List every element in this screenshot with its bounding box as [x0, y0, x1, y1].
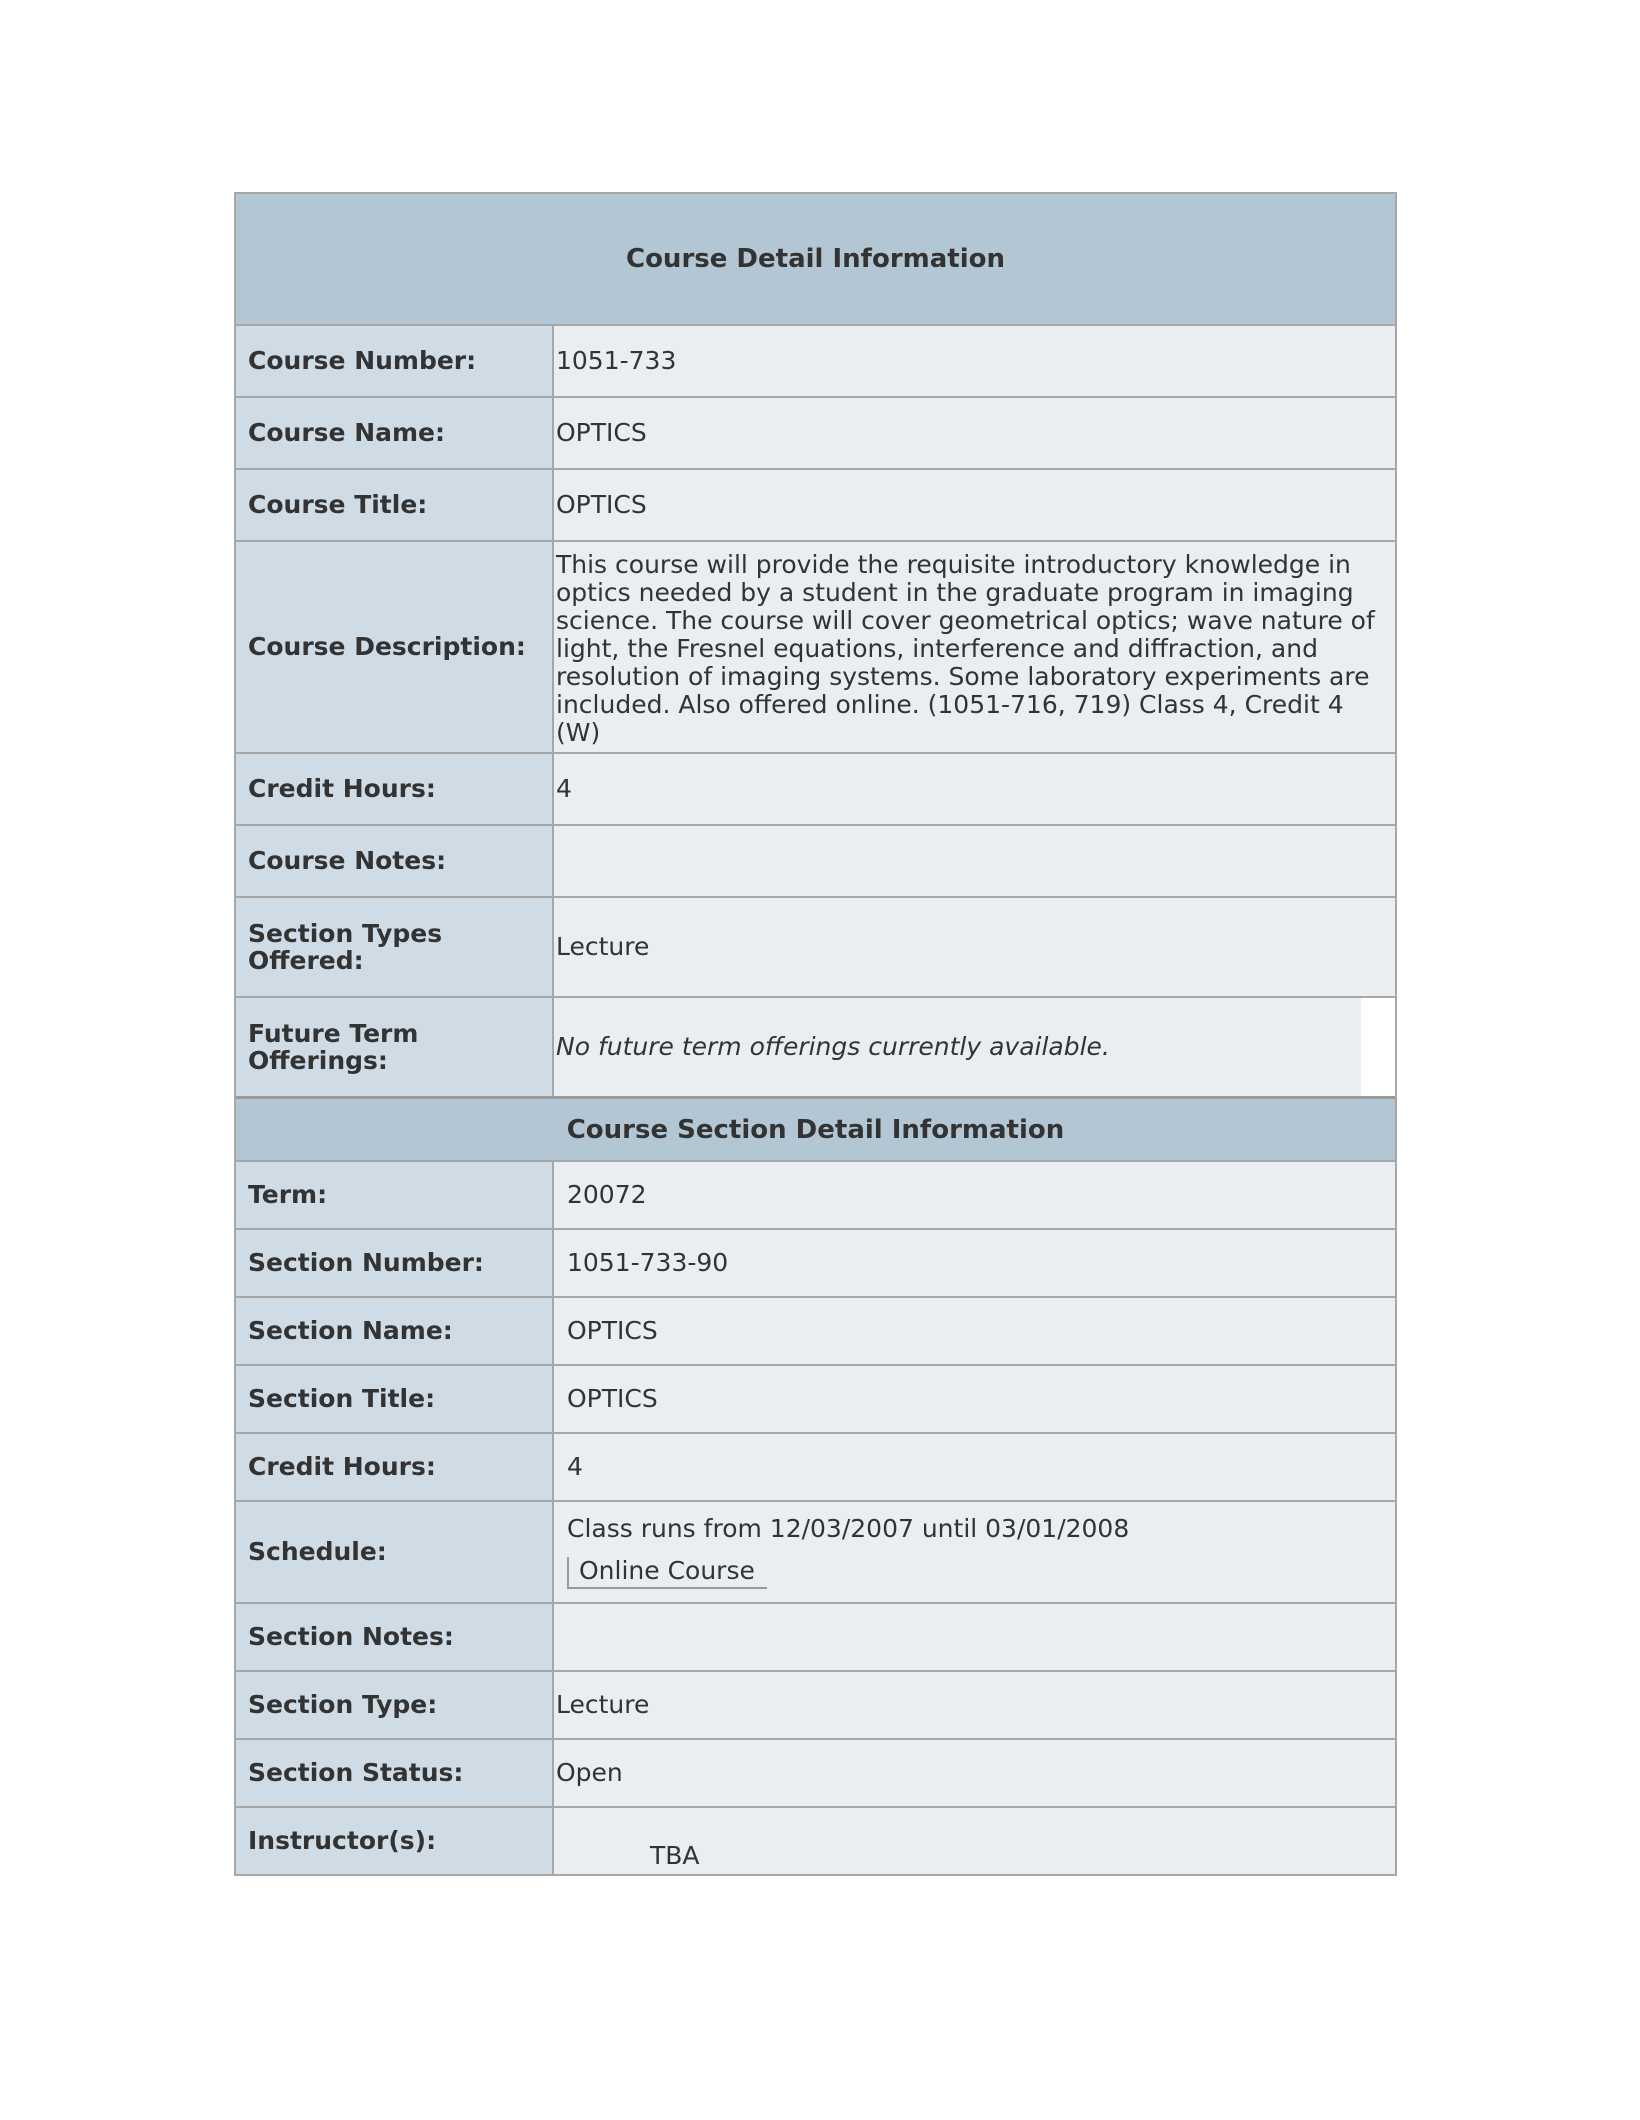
- value-section-name: OPTICS: [567, 1316, 658, 1345]
- value-section-number: 1051-733-90: [567, 1248, 729, 1277]
- value-course-title: OPTICS: [556, 490, 647, 519]
- value-course-number: 1051-733: [556, 346, 677, 375]
- row-course-notes: [236, 826, 1395, 898]
- row-section-types-offered: [236, 898, 1395, 998]
- label-course-name: Course Name:: [236, 398, 554, 468]
- row-schedule: [236, 1502, 1395, 1604]
- value-section-status: Open: [556, 1758, 623, 1787]
- label-section-number: Section Number:: [236, 1230, 554, 1296]
- row-section-credit-hours: [236, 1434, 1395, 1502]
- row-term: [236, 1162, 1395, 1230]
- label-future-term-offerings: Future Term Offerings:: [236, 998, 554, 1096]
- row-course-title: [236, 470, 1395, 542]
- label-course-number: Course Number:: [236, 326, 554, 396]
- row-section-name: [236, 1298, 1395, 1366]
- future-row-gap: [1361, 998, 1395, 1096]
- label-course-notes: Course Notes:: [236, 826, 554, 896]
- schedule-online-course: Online Course: [567, 1557, 767, 1589]
- row-course-number: [236, 326, 1395, 398]
- label-term: Term:: [236, 1162, 554, 1228]
- label-section-title: Section Title:: [236, 1366, 554, 1432]
- row-section-notes: [236, 1604, 1395, 1672]
- course-detail-header: Course Detail Information: [236, 194, 1395, 326]
- label-credit-hours: Credit Hours:: [236, 754, 554, 824]
- value-section-notes: [554, 1604, 1395, 1670]
- row-course-name: [236, 398, 1395, 470]
- value-section-types-offered: Lecture: [556, 932, 650, 961]
- row-credit-hours: [236, 754, 1395, 826]
- value-course-name: OPTICS: [556, 418, 647, 447]
- row-future-term-offerings: [236, 998, 1395, 1096]
- course-detail-table: [234, 192, 1397, 1876]
- value-section-title: OPTICS: [567, 1384, 658, 1413]
- row-section-number: [236, 1230, 1395, 1298]
- label-instructors: Instructor(s):: [236, 1808, 554, 1874]
- value-schedule: [554, 1502, 1395, 1602]
- row-section-status: [236, 1740, 1395, 1808]
- section-detail-header: Course Section Detail Information: [236, 1096, 1395, 1162]
- row-instructors: [236, 1808, 1395, 1874]
- value-term: 20072: [567, 1180, 647, 1209]
- value-section-credit-hours: 4: [567, 1452, 583, 1481]
- label-course-description: Course Description:: [236, 542, 554, 752]
- row-course-description: [236, 542, 1395, 754]
- label-course-title: Course Title:: [236, 470, 554, 540]
- row-section-title: [236, 1366, 1395, 1434]
- row-section-type: [236, 1672, 1395, 1740]
- label-section-name: Section Name:: [236, 1298, 554, 1364]
- instructor-name: TBA: [650, 1841, 700, 1870]
- value-instructors: [554, 1808, 1395, 1874]
- label-schedule: Schedule:: [236, 1502, 554, 1602]
- label-section-credit-hours: Credit Hours:: [236, 1434, 554, 1500]
- label-section-notes: Section Notes:: [236, 1604, 554, 1670]
- label-section-type: Section Type:: [236, 1672, 554, 1738]
- value-future-term-offerings: No future term offerings currently available.: [554, 998, 1361, 1096]
- label-section-types-offered: Section Types Offered:: [236, 898, 554, 996]
- value-course-notes: [554, 826, 1395, 896]
- value-section-type: Lecture: [556, 1690, 650, 1719]
- label-section-status: Section Status:: [236, 1740, 554, 1806]
- value-course-description: This course will provide the requisite introductory knowledge in optics needed by a student in the graduate program in imaging science. The course will cover geometrical optics; wave nature of light, the Fresnel equations, interference and diffraction, and resolution of imaging systems. Some laboratory experiments are included. Also offered online. (1051-716, 719) Class 4, Credit 4 (W): [556, 550, 1375, 747]
- schedule-dates: Class runs from 12/03/2007 until 03/01/2008: [567, 1514, 1130, 1543]
- value-credit-hours: 4: [556, 774, 572, 803]
